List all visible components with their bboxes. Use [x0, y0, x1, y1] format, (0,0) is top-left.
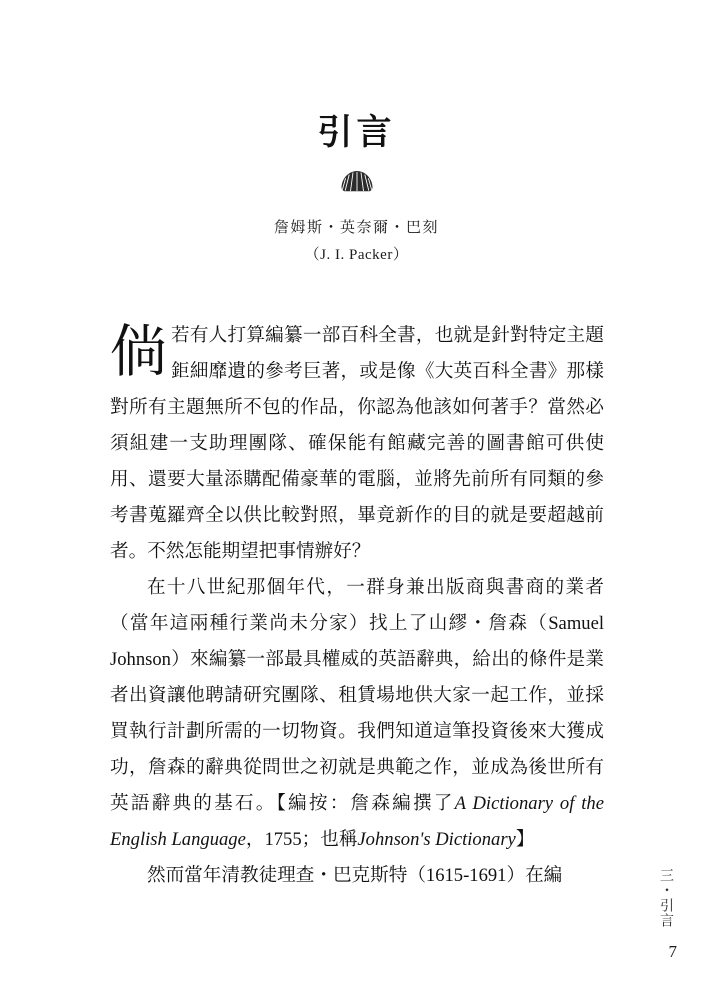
paragraph-1: [110, 318, 604, 570]
book-title-johnsons-dictionary: Johnson's Dictionary: [357, 829, 516, 850]
paragraph-2-text-before: 在十八世紀那個年代，一群身兼出版商與書商的業者（當年這兩種行業尚未分家）找上了山繆・詹森（Samuel Johnson）來編纂一部最具權威的英語辭典，給出的條件是業者出資讓他聘請研究團隊、租賃場地供大家一起工作，並採買執行計劃所需的一切物資。我們知道這筆投資後來大獲成功，詹森的辭典從問世之初就是典範之作，並成為後世所有英語辭典的基石。【編按：詹森編撰了: [110, 577, 604, 814]
book-title-dictionary: A Dictionary of the English Language: [110, 793, 604, 850]
paragraph-1-text: 若有人打算編纂一部百科全書，也就是針對特定主題鉅細靡遺的參考巨著，或是像《大英百科全書》那樣對所有主題無所不包的作品，你認為他該如何著手？當然必須組建一支助理團隊、確保能有館藏完善的圖書館可供使用、還要大量添購配備豪華的電腦，並將先前所有同類的參考書蒐羅齊全以供比較對照，畢竟新作的目的就是要超越前者。不然怎能期望把事情辦好？: [110, 325, 604, 562]
paragraph-3: [110, 858, 604, 894]
running-head: 三・引言: [658, 868, 673, 928]
page-number: 7: [668, 942, 677, 961]
author-name-english: （J. I. Packer）: [304, 247, 409, 263]
body-text: [110, 318, 604, 894]
drop-cap: 倘: [110, 319, 167, 385]
author-name-chinese: 詹姆斯・英奈爾・巴刻: [273, 220, 439, 236]
paragraph-2-text-middle: ，1755；也稱: [245, 829, 358, 850]
page-title: 引言: [317, 112, 396, 153]
shell-ornament-icon: [0, 170, 713, 200]
paragraph-3-text: 然而當年清教徒理查・巴克斯特（1615-1691）在編: [147, 865, 563, 886]
paragraph-2: [110, 570, 604, 858]
chapter-title-block: [0, 112, 713, 264]
paragraph-2-text-after: 】: [515, 829, 535, 850]
